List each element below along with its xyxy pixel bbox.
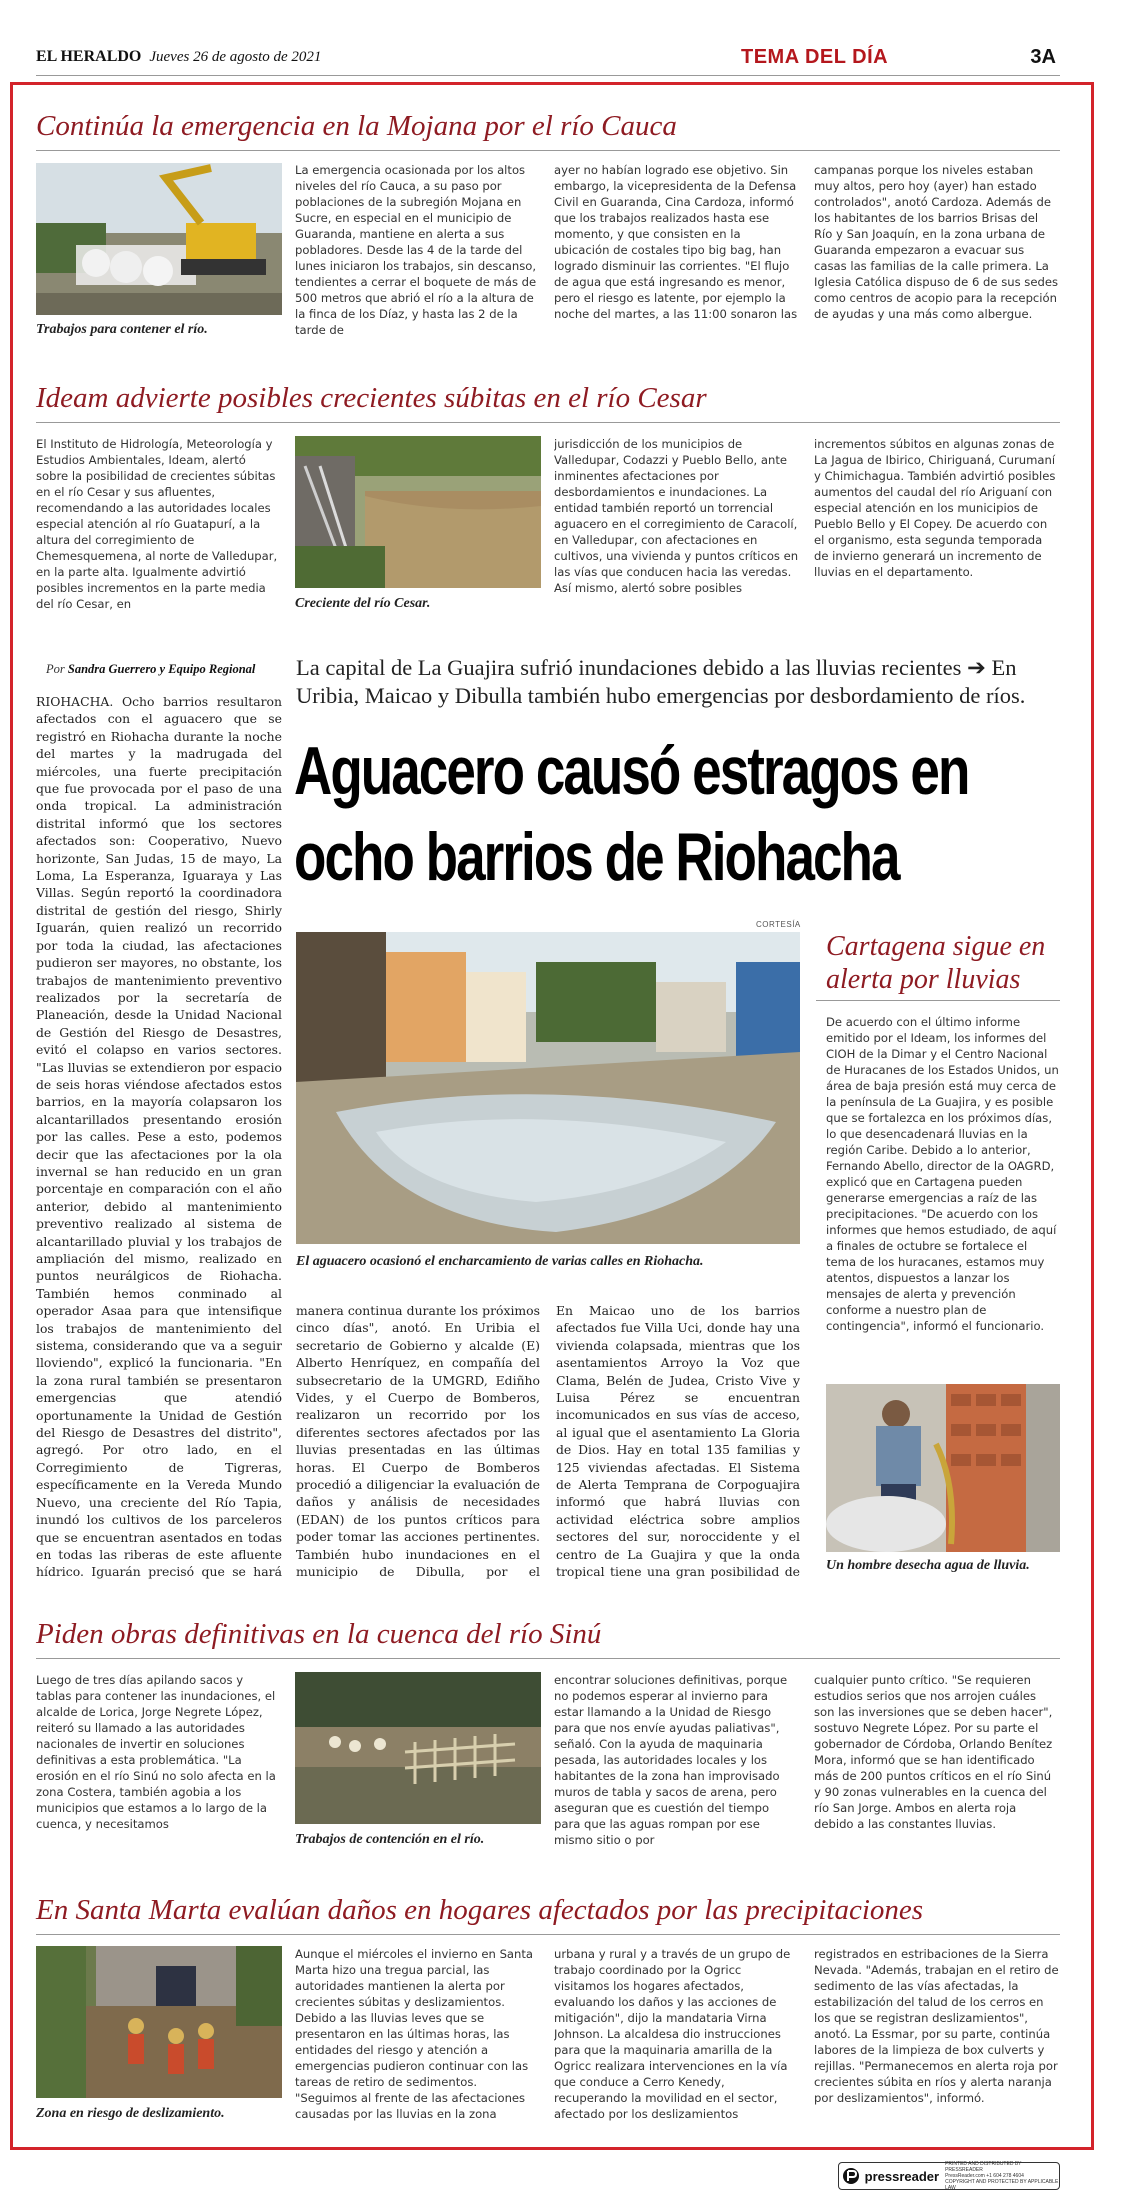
- photo-sinu-containment: [295, 1672, 541, 1824]
- story-divider: [36, 150, 1060, 151]
- main-deck: La capital de La Guajira sufrió inundaciones debido a las lluvias recientes ➔ En Uribia, Maicao y Dibulla también hubo emergencias por desbordamiento de ríos.: [296, 655, 1026, 708]
- photo-mojana-works: [36, 163, 282, 315]
- issue-date: Jueves 26 de agosto de 2021: [149, 49, 322, 65]
- fineprint-line2: PressReader.com +1 604 278 4604: [945, 2173, 1024, 2179]
- story-cesar-title: Ideam advierte posibles crecientes súbitas en el río Cesar: [36, 382, 707, 414]
- byline-prefix: Por: [46, 662, 65, 676]
- main-headline-line1: Aguacero causó estragos en: [294, 733, 969, 809]
- section-label: TEMA DEL DÍA: [741, 46, 889, 68]
- story-mojana-col2: ayer no habían logrado ese objetivo. Sin embargo, la vicepresidenta de la Defensa Civil en Guaranda, Cina Cardoza, informó que los trabajos realizados hasta ese momento, y que consisten en la ubicación de costales tipo big bag, han logrado disminuir las corrientes. "El flujo de agua que está ingresando es menor, pero el riesgo es latente, por ejemplo la noche del martes, a las 11:00 sonaron las: [554, 163, 798, 321]
- story-sinu-col1: Luego de tres días apilando sacos y tablas para contener las inundaciones, el alcalde de Lorica, Jorge Negrete López, reiteró su llamado a las autoridades nacionales de invertir en soluciones definitivas a esta problemática. "La erosión en el río Sinú no solo afecta en la zona Costera, también agobia a los municipios que estamos a lo largo de la cuenca, y necesitamos: [36, 1673, 276, 1831]
- story-mojana-col3: campanas porque los niveles estaban muy altos, pero hoy (ayer) han estado controlados", anotó Cardoza. Además de los habitantes de los barrios Brisas del Río y San Joaquín, en la zona urbana de Guaranda empezaron a evacuar sus casas las familias de la calle primera. La Iglesia Católica dispuso de 6 de sus sedes como centros de acopio para la recepción de ayudas y una más como albergue.: [814, 163, 1059, 321]
- fineprint-line1: PRINTED AND DISTRIBUTED BY PRESSREADER: [945, 2161, 1022, 2173]
- photo-caption: Creciente del río Cesar.: [295, 596, 431, 611]
- main-headline-line2: ocho barrios de Riohacha: [294, 819, 899, 895]
- story-cesar-col1: El Instituto de Hidrología, Meteorología y Estudios Ambientales, Ideam, alertó sobre la posibilidad de crecientes súbitas en el río Cesar y sus afluentes, recomendando a las autoridades locales especial atención al río Guatapurí, a la altura del corregimiento de Chemesquemena, al norte de Valledupar, en la parte alta. Igualmente advirtió posibles incrementos en la parte media del río Cesar, en: [36, 437, 278, 611]
- sidebar-text: De acuerdo con el último informe emitido por el Ideam, los informes del CIOH de la Dimar y el Centro Nacional de Huracanes de los Estados Unidos, un área de baja presión está muy cerca de la península de La Guajira, y es posible que se fortalezca en los próximos días, lo que desencadenará lluvias en la región Caribe. Debido a lo anterior, Fernando Abello, director de la OAGRD, explicó que en Cartagena pueden generarse emergencias a raíz de las precipitaciones. "De acuerdo con los informes que hemos estudiado, de aquí a finales de octubre se fortalece el tema de los huracanes, estamos muy atentos, dispuestos a lanzar los mensajes de alerta y prevención conforme a nuestro plan de contingencia", informó el funcionario.: [826, 1015, 1059, 1333]
- photo-caption: Un hombre desecha agua de lluvia.: [826, 1558, 1030, 1573]
- photo-landslide-zone: [36, 1946, 282, 2098]
- photo-man-draining-water: [826, 1384, 1060, 1552]
- photo-caption: Trabajos de contención en el río.: [295, 1832, 485, 1847]
- newspaper-masthead: [36, 48, 321, 66]
- byline: [46, 662, 255, 677]
- sidebar-title-line1: Cartagena sigue en: [826, 931, 1046, 962]
- pressreader-wordmark: pressreader: [864, 2168, 940, 2184]
- sidebar-title-line2: alerta por lluvias: [826, 964, 1021, 995]
- story-santa-marta-col1: Aunque el miércoles el invierno en Santa Marta hizo una tregua parcial, las autoridades mantienen la alerta por crecientes súbitas y deslizamientos. Debido a las lluvias leves que se presentaron en las últimas horas, las entidades del riesgo y atención a emergencias pudieron continuar con las tareas de retiro de sedimentos. "Seguimos al frente de las afectaciones causadas por las lluvias en la zona: [295, 1947, 534, 2121]
- newspaper-name: EL HERALDO: [36, 48, 142, 65]
- page-header: [36, 46, 1060, 76]
- photo-caption: Zona en riesgo de deslizamiento.: [36, 2106, 225, 2121]
- main-story-col2: manera continua durante los próximos cinco días", anotó. En Uribia el secretario de Gobierno y alcalde (E) Alberto Henríquez, en compañía del subsecretario de la UMGRD, Ediñho Vides, y el Cuerpo de Bomberos, realizaron un recorrido por los diferentes sectores afectados por las lluvias presentadas en las últimas horas. El Cuerpo de Bomberos procedió a diligenciar la evaluación de daños y análisis de necesidades (EDAN) de los puntos críticos para poder tomar las acciones pertinentes. También hubo inundaciones en el municipio de Dibulla, por el: [296, 1303, 540, 1580]
- pressreader-badge: [838, 2162, 1060, 2190]
- pressreader-logo-icon: [839, 2163, 863, 2189]
- photo-riohacha-flooded-street: [296, 932, 800, 1244]
- photo-cesar-river: [295, 436, 541, 588]
- photo-caption: Trabajos para contener el río.: [36, 322, 208, 337]
- story-divider: [36, 422, 1060, 423]
- photo-caption: El aguacero ocasionó el encharcamiento de varias calles en Riohacha.: [296, 1254, 704, 1269]
- photo-credit: CORTESÍA: [756, 920, 801, 929]
- fineprint-line3: COPYRIGHT AND PROTECTED BY APPLICABLE LAW: [945, 2179, 1059, 2191]
- pressreader-fineprint: [945, 2161, 1059, 2191]
- story-mojana-col1: La emergencia ocasionada por los altos niveles del río Cauca, a su paso por poblaciones de la subregión Mojana en Sucre, en especial en el municipio de Guaranda, mantiene en alerta a sus pobladores. Desde las 4 de la tarde del lunes iniciaron los trabajos, sin descanso, tendientes a cerrar el boquete de más de 500 metros que abrió el río a la altura de la finca de los Díaz, y hasta las 2 de la tarde de: [295, 163, 537, 337]
- sidebar-divider: [816, 1000, 1060, 1001]
- main-headline: [294, 728, 968, 900]
- story-cesar-col3: incrementos súbitos en algunas zonas de La Jagua de Ibirico, Chiriguaná, Curumaní y Chimichagua. También advirtió posibles aumentos del caudal del río Ariguaní con especial atención en los municipios de Pueblo Bello y El Copey. De acuerdo con el organismo, esta segunda temporada de invierno generará un incremento de lluvias en el departamento.: [814, 437, 1056, 579]
- story-sinu-col3: cualquier punto crítico. "Se requieren estudios serios que nos arrojen cuáles son las inversiones que se deben hacer", sostuvo Negrete López. Por su parte el gobernador de Córdoba, Orlando Benítez Mora, informó que se han identificado más de 200 puntos críticos en el río Sinú y 90 zonas vulnerables en la cuenca del río San Jorge. Ambos en alerta roja debido a las constantes lluvias.: [814, 1673, 1053, 1831]
- story-cesar-col2: jurisdicción de los municipios de Valledupar, Codazzi y Pueblo Bello, ante inminentes afectaciones por desbordamientos e inundaciones. La entidad también reportó un torrencial aguacero en el corregimiento de Caracolí, en Valledupar, con afectaciones en cultivos, una vivienda y puntos críticos en las vías que conducen hacia las veredas. Así mismo, alertó sobre posibles: [554, 437, 799, 595]
- story-divider: [36, 1658, 1060, 1659]
- main-story-col1: RIOHACHA. Ocho barrios resultaron afectados con el aguacero que se registró en Riohacha durante la noche del martes y la madrugada del miércoles, una fuerte precipitación que fue provocada por el paso de una onda tropical. La administración distrital informó que los sectores afectados son: Cooperativo, Nuevo horizonte, San Judas, 15 de mayo, La Loma, La Esperanza, Iguaraya y Las Villas. Según reportó la coordinadora distrital de gestión del riesgo, Shirly Iguarán, quien realizó un recorrido por toda la ciudad, las afectaciones pudieron ser mayores, no obstante, los trabajos de mantenimiento preventivo realizados por la secretaría de Planeación, desde la Unidad Nacional de Gestión del Riesgo de Desastres, evitó el colapso en varios sectores. "Las lluvias se extendieron por espacio de seis horas viéndose afectados estos barrios, en la mayoría colapsaron los alcantarillados presentando erosión por las calles. Pese a esto, podemos decir que las afectaciones por la ola invernal se han reducido en un gran porcentaje en comparación con el año anterior, debido al mantenimiento preventivo realizado al sistema de alcantarillado pluvial y los trabajos de ampliación del mismo, realizado en puntos neurálgicos de Riohacha. También hemos conminado al operador Asaa para que intensifique los trabajos de mantenimiento del sistema, considerando que va a seguir lloviendo", explicó la funcionaria. "En la zona rural también se presentaron emergencias que atendió oportunamente la Unidad de Gestión del Riesgo de Desastres del distrito", agregó. Por otro lado, en el Corregimiento de Tigreras, específicamente en la Vereda Mundo Nuevo, una creciente del Río Tapia, inundó los cultivos de los parceleros que se encuentran asentados en todas en todas las riberas de este afluente hídrico. Iguarán precisó que se hará: [36, 694, 282, 1579]
- story-mojana-title: Continúa la emergencia en la Mojana por el río Cauca: [36, 110, 677, 142]
- page-number: 3A: [1030, 46, 1056, 68]
- story-divider: [36, 1934, 1060, 1935]
- main-story-col3: En Maicao uno de los barrios afectados fue Villa Uci, donde hay una vivienda colapsada, mientras que los asentamientos Arroyo la Voz que Clama, Belén de Judea, Cristo Vive y Luisa Pérez se encuentran incomunicados en sus vías de acceso, al igual que el asentamiento La Gloria de Dios. Hay en total 135 familias y 125 viviendas afectadas. El Sistema de Alerta Temprana de Corpoguajira informó que habrá lluvias con actividad eléctrica sobre amplios sectores del sur, noroccidente y el centro de La Guajira y que la onda tropical tiene una gran posibilidad de: [556, 1303, 800, 1580]
- story-santa-marta-col2: urbana y rural y a través de un grupo de trabajo coordinado por la Ogricc visitamos los hogares afectados, evaluando los daños y las acciones de mitigación", dijo la mandataria Virna Johnson. La alcaldesa dio instrucciones para que la maquinaria amarilla de la Ogricc realizara intervenciones en la vía que conduce a Cerro Kenedy, recuperando la movilidad en el sector, afectado por los deslizamientos: [554, 1947, 791, 2121]
- byline-authors: Sandra Guerrero y Equipo Regional: [67, 662, 256, 676]
- story-sinu-col2: encontrar soluciones definitivas, porque no podemos esperar al invierno para estar llamando a la Unidad de Riesgo para que nos envíe ayudas paliativas", señaló. Con la ayuda de maquinaria pesada, las autoridades locales y los habitantes de la zona han improvisado muros de tabla y sacos de arena, pero aseguran que es cuestión del tiempo para que las aguas rompan por ese mismo sitio o por: [554, 1673, 788, 1847]
- story-sinu-title: Piden obras definitivas en la cuenca del río Sinú: [36, 1618, 602, 1650]
- sidebar-title: [826, 930, 1045, 996]
- story-santa-marta-col3: registrados en estribaciones de la Sierra Nevada. "Además, trabajan en el retiro de sedimento de las vías afectadas, la estabilización del talud de los cerros en los que se registran deslizamientos", anotó. La Essmar, por su parte, continúa labores de la limpieza de box culverts y rejillas. "Permanecemos en alerta roja por crecientes súbita en ríos y alerta naranja por deslizamientos", informó.: [814, 1947, 1059, 2105]
- story-santa-marta-title: En Santa Marta evalúan daños en hogares afectados por las precipitaciones: [36, 1894, 924, 1926]
